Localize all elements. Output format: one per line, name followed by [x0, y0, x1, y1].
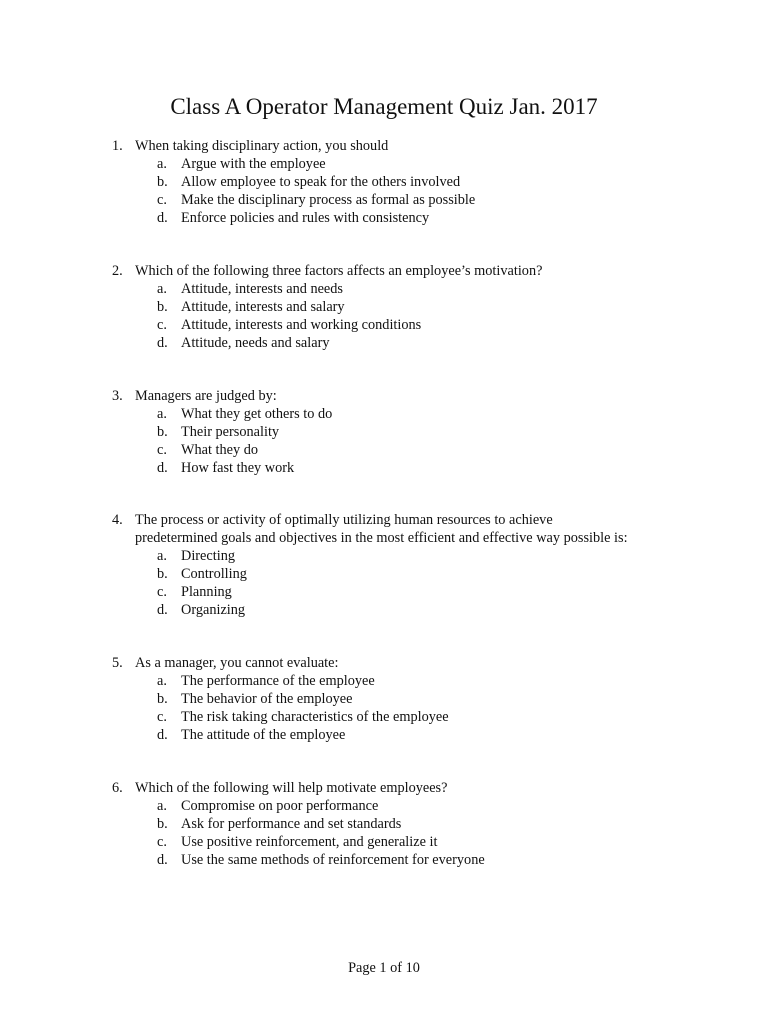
- page-title: Class A Operator Management Quiz Jan. 2017: [170, 94, 598, 119]
- option-c: c. Use positive reinforcement, and generalize it: [157, 834, 438, 850]
- question-3: [0, 387, 768, 477]
- question-1: [0, 137, 768, 227]
- question-text: Which of the following three factors affects an employee’s motivation?: [135, 263, 543, 279]
- question-text: When taking disciplinary action, you should: [135, 138, 389, 154]
- question-number: 6.: [112, 780, 123, 796]
- question-number: 4.: [112, 512, 123, 528]
- question-4: [0, 511, 768, 619]
- question-number: 3.: [112, 388, 123, 404]
- option-d: d. Attitude, needs and salary: [157, 335, 330, 351]
- option-b: b. Their personality: [157, 424, 280, 440]
- option-b: b. Allow employee to speak for the others involved: [157, 174, 461, 190]
- option-c: c. Attitude, interests and working conditions: [157, 317, 422, 333]
- question-number: 2.: [112, 263, 123, 279]
- question-text: Managers are judged by:: [135, 388, 277, 404]
- question-text: The process or activity of optimally utilizing human resources to achieve predetermined goals and objectives in the most efficient and effective way possible is:: [135, 512, 628, 546]
- option-a: a. The performance of the employee: [157, 673, 375, 689]
- option-a: a. Argue with the employee: [157, 156, 326, 172]
- option-c: c. Planning: [157, 584, 232, 600]
- option-b: b. Controlling: [157, 566, 247, 582]
- question-6: [0, 779, 768, 869]
- option-d: d. Organizing: [157, 602, 246, 618]
- option-a: a. What they get others to do: [157, 406, 333, 422]
- question-5: [0, 654, 768, 744]
- option-b: b. Attitude, interests and salary: [157, 299, 345, 315]
- option-a: a. Directing: [157, 548, 235, 564]
- question-number: 1.: [112, 138, 123, 154]
- option-c: c. What they do: [157, 442, 259, 458]
- option-a: a. Compromise on poor performance: [157, 798, 379, 814]
- option-c: c. Make the disciplinary process as formal as possible: [157, 192, 476, 208]
- option-d: d. The attitude of the employee: [157, 727, 346, 743]
- option-d: d. Use the same methods of reinforcement for everyone: [157, 852, 485, 868]
- option-d: d. Enforce policies and rules with consistency: [157, 210, 430, 226]
- option-b: b. Ask for performance and set standards: [157, 816, 402, 832]
- question-number: 5.: [112, 655, 123, 671]
- question-text: As a manager, you cannot evaluate:: [135, 655, 339, 671]
- question-text: Which of the following will help motivate employees?: [135, 780, 448, 796]
- question-2: [0, 262, 768, 352]
- option-a: a. Attitude, interests and needs: [157, 281, 343, 297]
- page-number: Page 1 of 10: [348, 960, 420, 976]
- option-c: c. The risk taking characteristics of the employee: [157, 709, 449, 725]
- option-b: b. The behavior of the employee: [157, 691, 353, 707]
- option-d: d. How fast they work: [157, 460, 295, 476]
